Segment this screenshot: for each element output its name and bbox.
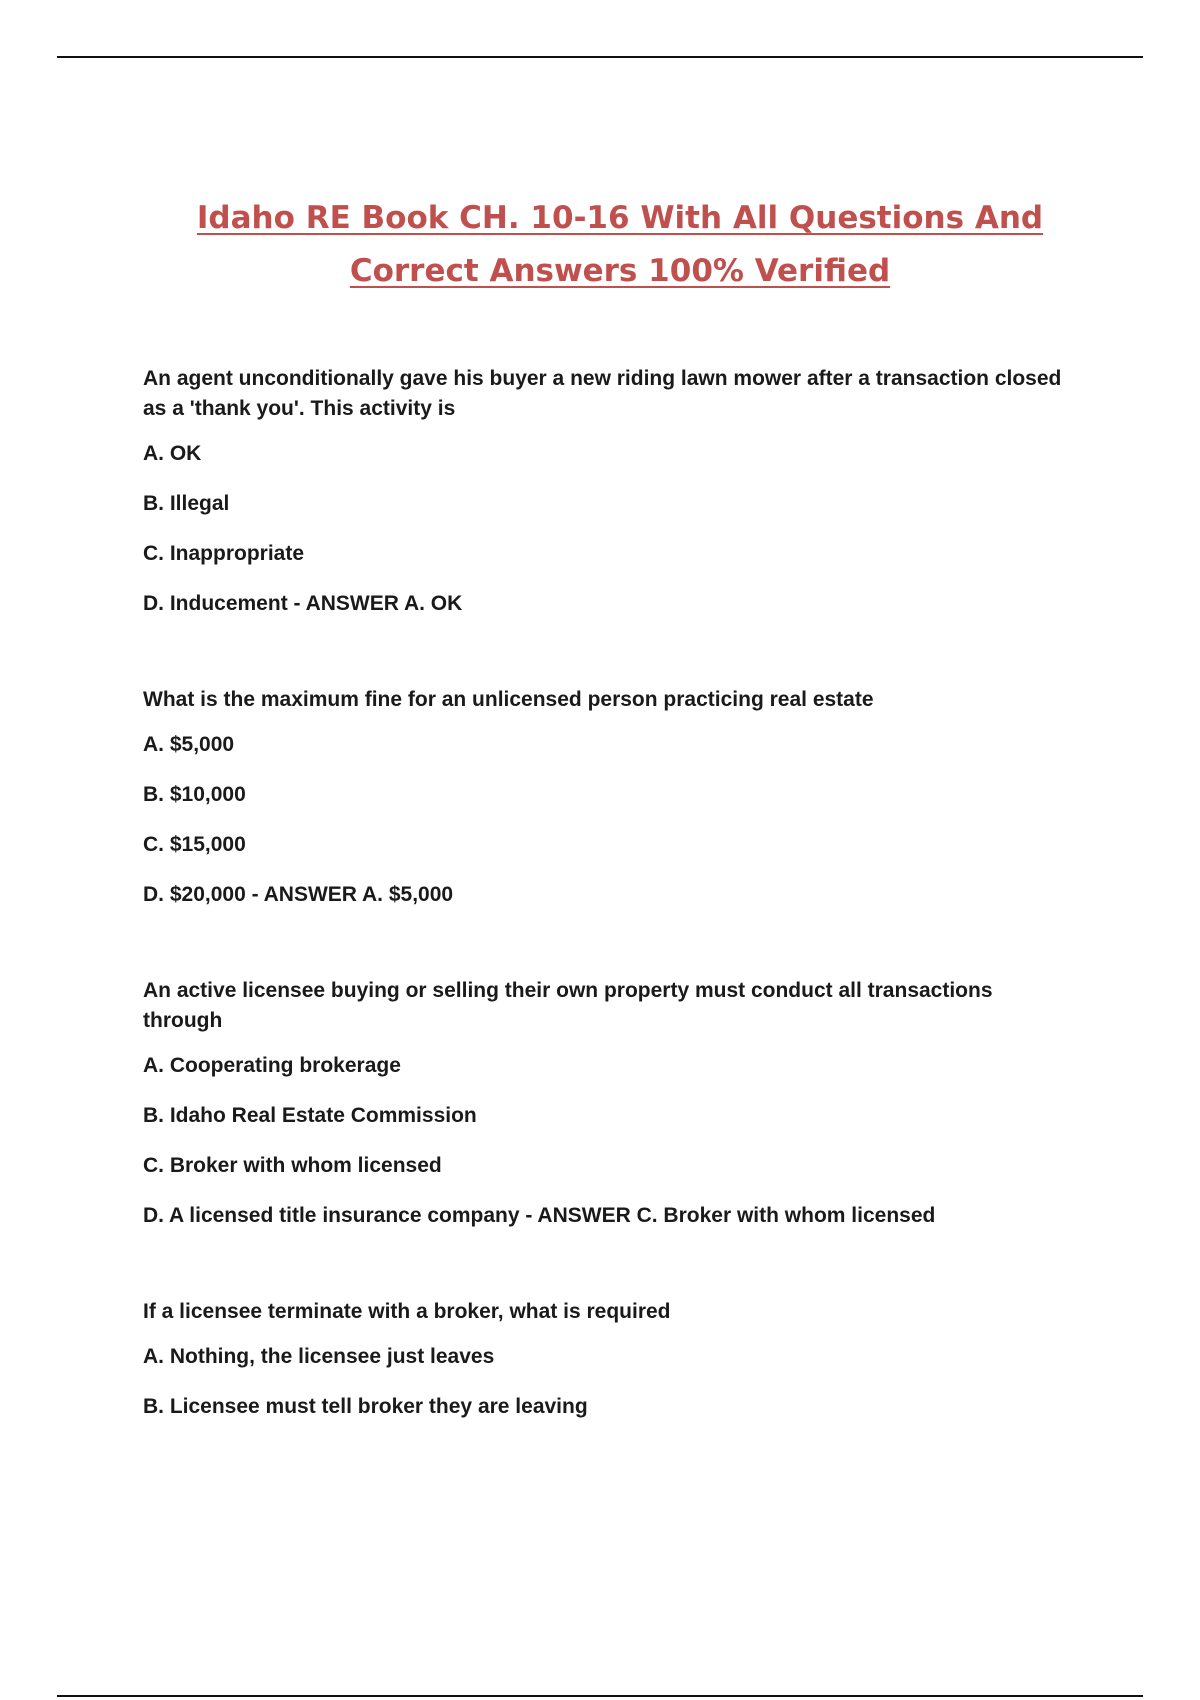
option-d-with-answer: D. Inducement - ANSWER A. OK — [143, 592, 463, 615]
option-d-with-answer: D. $20,000 - ANSWER A. $5,000 — [143, 883, 454, 906]
question-block-3 — [143, 976, 1063, 1231]
title-line-2: Correct Answers 100% Verified — [349, 253, 891, 289]
option-a: A. Cooperating brokerage — [143, 1054, 401, 1077]
option-b: B. Illegal — [143, 492, 230, 515]
question-list — [143, 364, 1063, 1488]
option-b: B. Licensee must tell broker they are leaving — [143, 1395, 588, 1418]
question-text: An active licensee buying or selling their own property must conduct all transactions through — [143, 979, 993, 1032]
document-title — [100, 192, 1140, 298]
option-b: B. Idaho Real Estate Commission — [143, 1104, 477, 1127]
bottom-rule — [57, 1695, 1143, 1697]
option-d-with-answer: D. A licensed title insurance company - ANSWER C. Broker with whom licensed — [143, 1204, 936, 1227]
question-block-4 — [143, 1297, 1063, 1422]
question-block-2 — [143, 685, 1063, 910]
option-a: A. OK — [143, 442, 202, 465]
title-line-1: Idaho RE Book CH. 10-16 With All Questions And — [196, 200, 1044, 236]
question-text: What is the maximum fine for an unlicensed person practicing real estate — [143, 688, 874, 711]
option-a: A. Nothing, the licensee just leaves — [143, 1345, 495, 1368]
option-c: C. Broker with whom licensed — [143, 1154, 442, 1177]
top-rule — [57, 56, 1143, 58]
question-text: If a licensee terminate with a broker, what is required — [143, 1300, 671, 1323]
question-text: An agent unconditionally gave his buyer a new riding lawn mower after a transaction closed as a 'thank you'. This activity is — [143, 367, 1062, 420]
question-block-1 — [143, 364, 1063, 619]
option-a: A. $5,000 — [143, 733, 235, 756]
option-b: B. $10,000 — [143, 783, 246, 806]
option-c: C. Inappropriate — [143, 542, 305, 565]
option-c: C. $15,000 — [143, 833, 246, 856]
